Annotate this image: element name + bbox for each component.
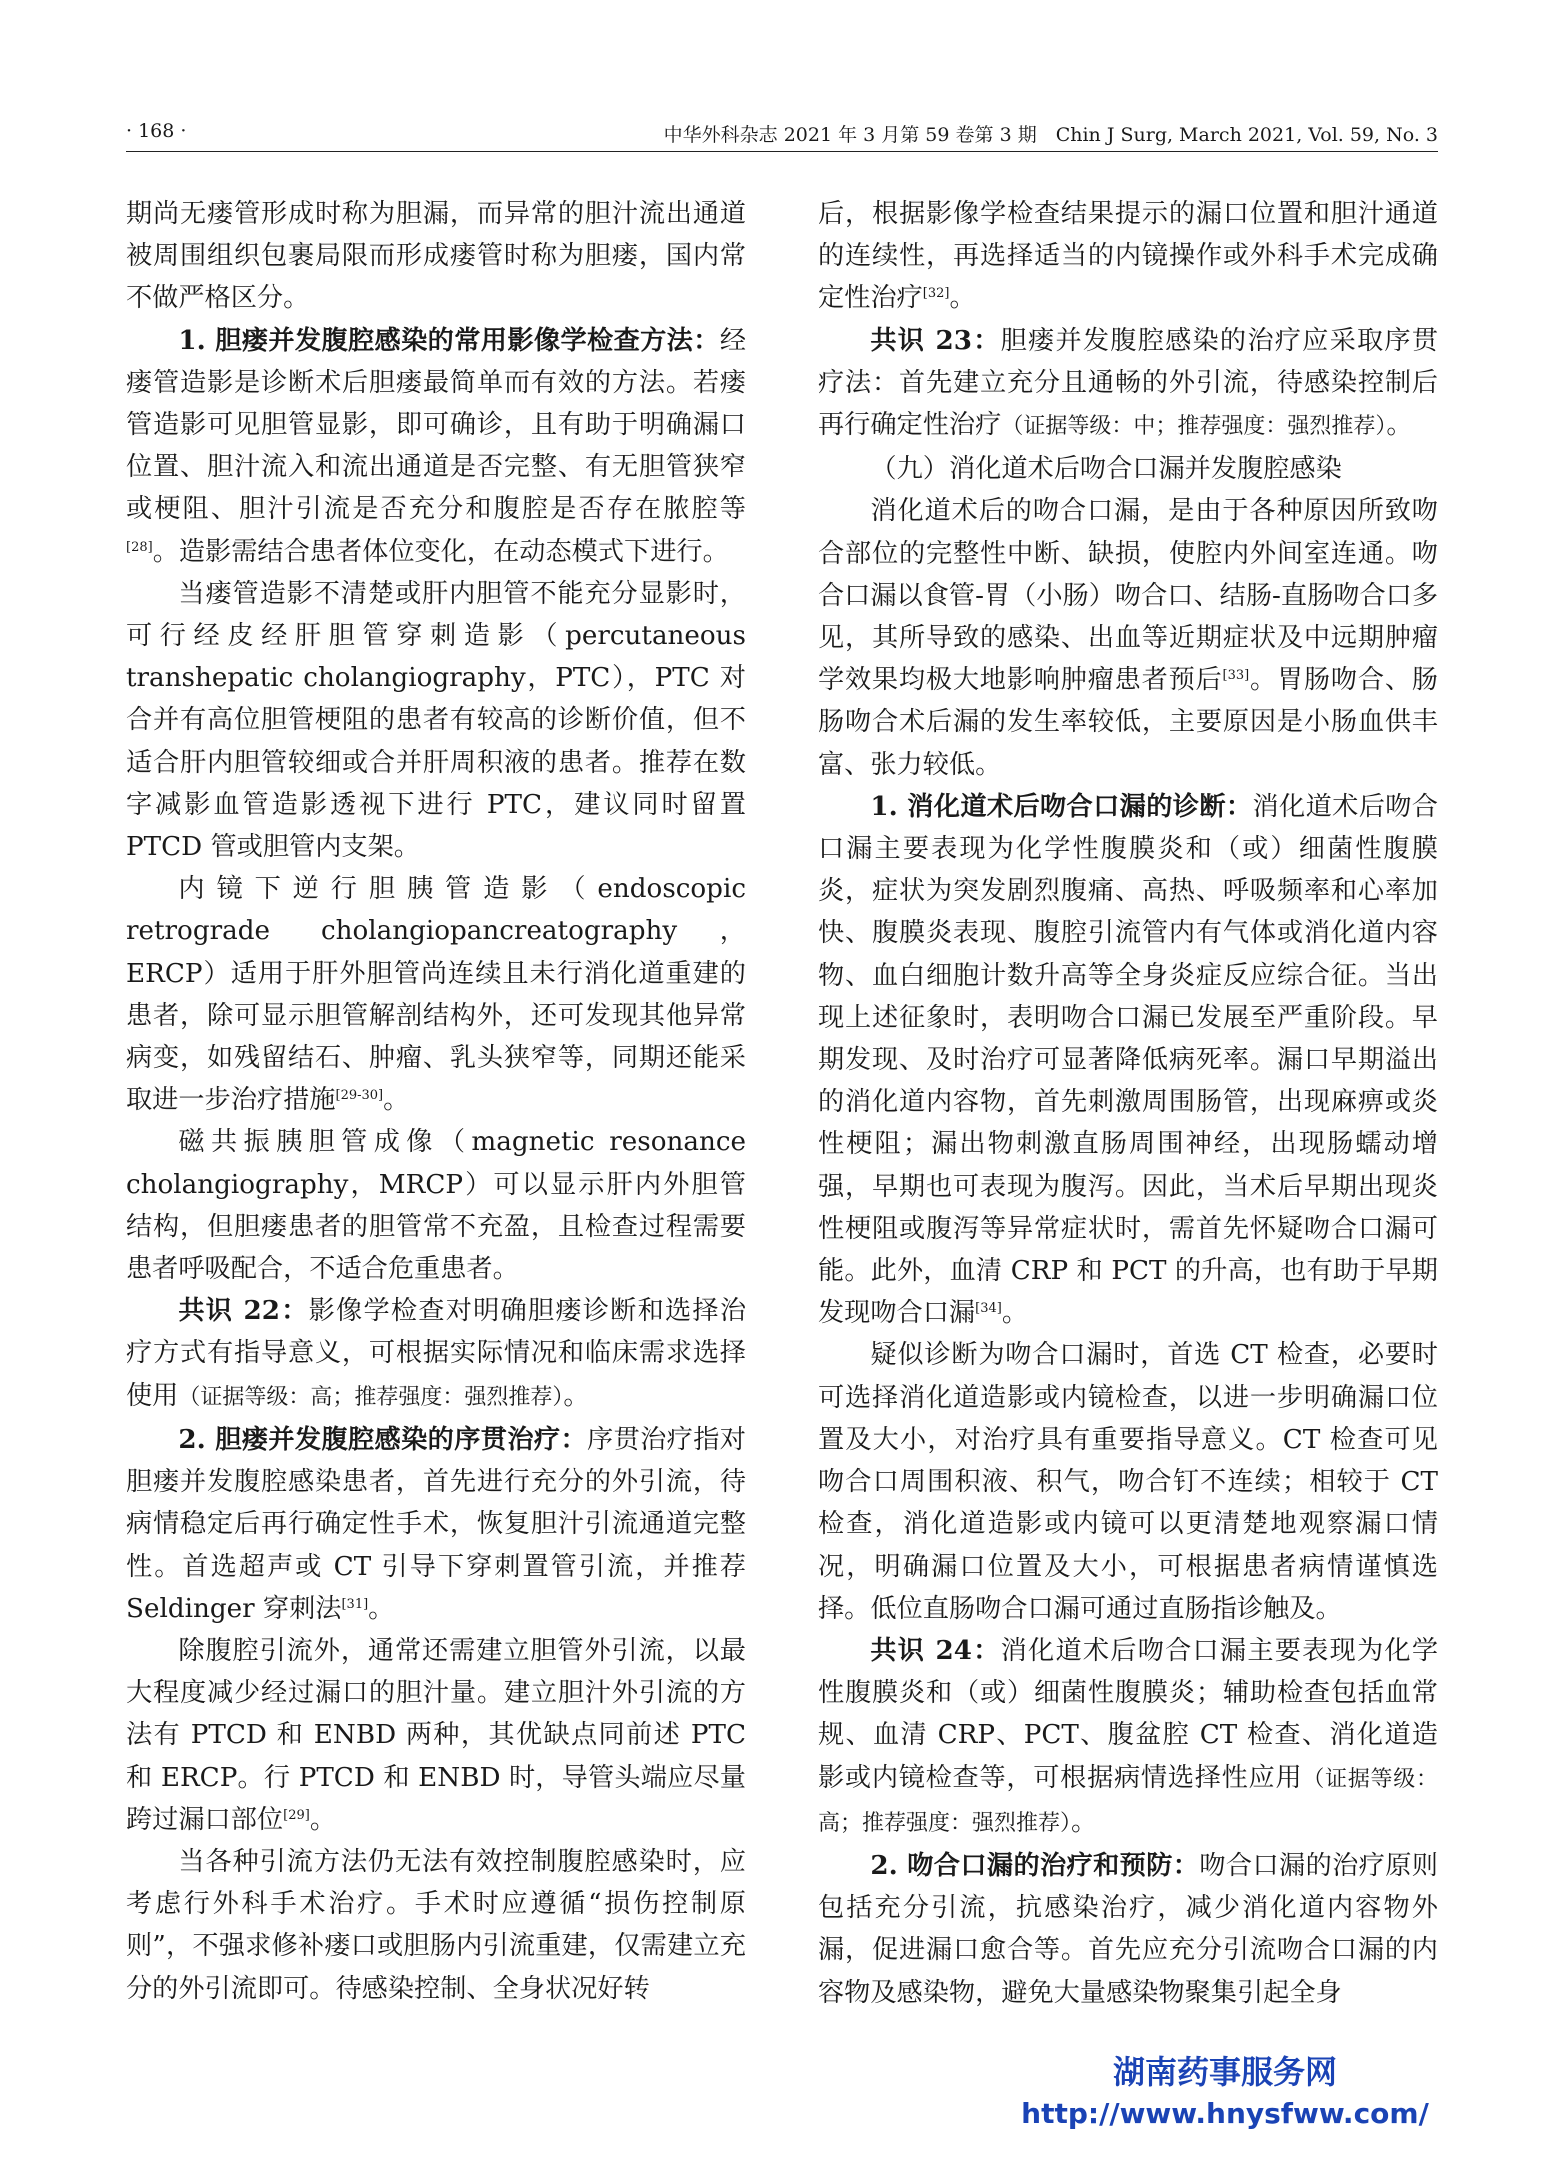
paragraph: 磁共振胰胆管成像（magnetic resonance cholangiography，MRCP）可以显示肝内外胆管结构，但胆瘘患者的胆管常不充盈，且检查过程需要患者呼吸配合，不适合危重患者。 <box>126 1127 746 1285</box>
header-rule <box>126 151 1438 152</box>
citation-ref: [29-30] <box>335 1088 384 1104</box>
citation-ref: [34] <box>975 1301 1002 1317</box>
consensus-24: 共识 24：消化道术后吻合口漏主要表现为化学性腹膜炎和（或）细菌性腹膜炎；辅助检查包括血常规、血清 CRP、PCT、腹盆腔 CT 检查、消化道造影或内镜检查等，可根据病情选择性应用（证据等级：高；推荐强度：强烈推荐）。 <box>818 1634 1439 1837</box>
right-column <box>818 193 1438 2014</box>
watermark-url[interactable]: http://www.hnysfww.com/ <box>1021 2097 1429 2130</box>
section-lead: 1. 消化道术后吻合口漏的诊断： <box>870 790 1253 822</box>
evidence-tag: （证据等级：高；推荐强度：强烈推荐） <box>178 1384 564 1410</box>
paragraph: 当各种引流方法仍无法有效控制腹腔感染时，应考虑行外科手术治疗。手术时应遵循“损伤控制原则”，不强求修补瘘口或胆肠内引流重建，仅需建立充分的外引流即可。待感染控制、全身状况好转 <box>126 1846 746 2004</box>
citation-ref: [29] <box>283 1807 310 1823</box>
journal-citation: 中华外科杂志 2021 年 3 月第 59 卷第 3 期 Chin J Surg, March 2021, Vol. 59, No. 3 <box>663 124 1438 146</box>
consensus-22: 共识 22：影像学检查对明确胆瘘诊断和选择治疗方式有指导意义，可根据实际情况和临床需求选择使用（证据等级：高；推荐强度：强烈推荐）。 <box>126 1295 747 1411</box>
paragraph: 期尚无瘘管形成时称为胆漏，而异常的胆汁流出通道被周围组织包裹局限而形成瘘管时称为胆瘘，国内常不做严格区分。 <box>126 199 746 314</box>
consensus-label: 共识 22： <box>178 1295 309 1327</box>
consensus-label: 共识 23： <box>870 324 1001 356</box>
section-lead: 2. 胆瘘并发腹腔感染的序贯治疗： <box>178 1423 588 1455</box>
citation-ref: [32] <box>922 286 950 302</box>
citation-ref: [31] <box>341 1596 369 1612</box>
paragraph: 2. 胆瘘并发腹腔感染的序贯治疗：序贯治疗指对胆瘘并发腹腔感染患者，首先进行充分的外引流，待病情稳定后再行确定性手术，恢复胆汁引流通道完整性。首选超声或 CT 引导下穿刺置管引流，并推荐 Seldinger 穿刺法[31]。 <box>126 1423 746 1624</box>
running-header <box>126 120 1438 154</box>
evidence-tag: （证据等级：高；推荐强度：强烈推荐） <box>818 1766 1438 1836</box>
section-lead: 2. 吻合口漏的治疗和预防： <box>870 1849 1200 1881</box>
evidence-tag: （证据等级：中；推荐强度：强烈推荐） <box>1001 414 1387 440</box>
citation-ref: [33] <box>1222 668 1250 684</box>
paragraph: 1. 胆瘘并发腹腔感染的常用影像学检查方法：经瘘管造影是诊断术后胆瘘最简单而有效的方法。若瘘管造影可见胆管显影，即可确诊，且有助于明确漏口位置、胆汁流入和流出通道是否完整、有无胆管狭窄或梗阻、胆汁引流是否充分和腹腔是否存在脓腔等[28]。造影需结合患者体位变化，在动态模式下进行。 <box>126 324 746 567</box>
consensus-label: 共识 24： <box>870 1634 1001 1666</box>
left-column <box>126 193 746 2010</box>
paragraph: 当瘘管造影不清楚或肝内胆管不能充分显影时，可行经皮经肝胆管穿刺造影（percutaneous transhepatic cholangiography，PTC），PTC 对合并有高位胆管梗阻的患者有较高的诊断价值，但不适合肝内胆管较细或合并肝周积液的患者。推荐在数字减影血管造影透视下进行 PTC，建议同时留置 PTCD 管或胆管内支架。 <box>126 578 746 863</box>
paragraph: 除腹腔引流外，通常还需建立胆管外引流，以最大程度减少经过漏口的胆汁量。建立胆汁外引流的方法有 PTCD 和 ENBD 两种，其优缺点同前述 PTC 和 ERCP。行 PTCD 和 ENBD 时，导管头端应尽量跨过漏口部位[29]。 <box>126 1635 746 1835</box>
page-number: · 168 · <box>126 120 187 142</box>
watermark-site-name: 湖南药事服务网 <box>1112 2053 1337 2091</box>
section-heading: （九）消化道术后吻合口漏并发腹腔感染 <box>870 454 1342 485</box>
consensus-23: 共识 23：胆瘘并发腹腔感染的治疗应采取序贯疗法：首先建立充分且通畅的外引流，待感染控制后再行确定性治疗（证据等级：中；推荐强度：强烈推荐）。 <box>818 324 1439 441</box>
paragraph: 内镜下逆行胆胰管造影（endoscopic retrograde cholangiopancreatography，ERCP）适用于肝外胆管尚连续且未行消化道重建的患者，除可显示胆管解剖结构外，还可发现其他异常病变，如残留结石、肿瘤、乳头狭窄等，同期还能采取进一步治疗措施[29-30]。 <box>126 874 746 1116</box>
paragraph: 后，根据影像学检查结果提示的漏口位置和胆汁通道的连续性，再选择适当的内镜操作或外科手术完成确定性治疗[32]。 <box>818 199 1438 314</box>
paragraph: 2. 吻合口漏的治疗和预防：吻合口漏的治疗原则包括充分引流，抗感染治疗，减少消化道内容物外漏，促进漏口愈合等。首先应充分引流吻合口漏的内容物及感染物，避免大量感染物聚集引起全身 <box>818 1849 1438 2008</box>
citation-ref: [28] <box>126 539 153 555</box>
watermark <box>1015 2050 1435 2134</box>
section-lead: 1. 胆瘘并发腹腔感染的常用影像学检查方法： <box>178 324 720 356</box>
paragraph: 1. 消化道术后吻合口漏的诊断：消化道术后吻合口漏主要表现为化学性腹膜炎和（或）细菌性腹膜炎，症状为突发剧烈腹痛、高热、呼吸频率和心率加快、腹膜炎表现、腹腔引流管内有气体或消化道内容物、血白细胞计数升高等全身炎症反应综合征。当出现上述征象时，表明吻合口漏已发展至严重阶段。早期发现、及时治疗可显著降低病死率。漏口早期溢出的消化道内容物，首先刺激周围肠管，出现麻痹或炎性梗阻；漏出物刺激直肠周围神经，出现肠蠕动增强，早期也可表现为腹泻。因此，当术后早期出现炎性梗阻或腹泻等异常症状时，需首先怀疑吻合口漏可能。此外，血清 CRP 和 PCT 的升高，也有助于早期发现吻合口漏[34]。 <box>818 790 1438 1329</box>
paragraph: 消化道术后的吻合口漏，是由于各种原因所致吻合部位的完整性中断、缺损，使腔内外间室连通。吻合口漏以食管-胃（小肠）吻合口、结肠-直肠吻合口多见，其所导致的感染、出血等近期症状及中远期肿瘤学效果均极大地影响肿瘤患者预后[33]。胃肠吻合、肠肠吻合术后漏的发生率较低，主要原因是小肠血供丰富、张力较低。 <box>818 496 1439 780</box>
paragraph: 疑似诊断为吻合口漏时，首选 CT 检查，必要时可选择消化道造影或内镜检查，以进一步明确漏口位置及大小，对治疗具有重要指导意义。CT 检查可见吻合口周围积液、积气，吻合钉不连续；相较于 CT 检查，消化道造影或内镜可以更清楚地观察漏口情况，明确漏口位置及大小，可根据患者病情谨慎选择。低位直肠吻合口漏可通过直肠指诊触及。 <box>818 1340 1438 1624</box>
